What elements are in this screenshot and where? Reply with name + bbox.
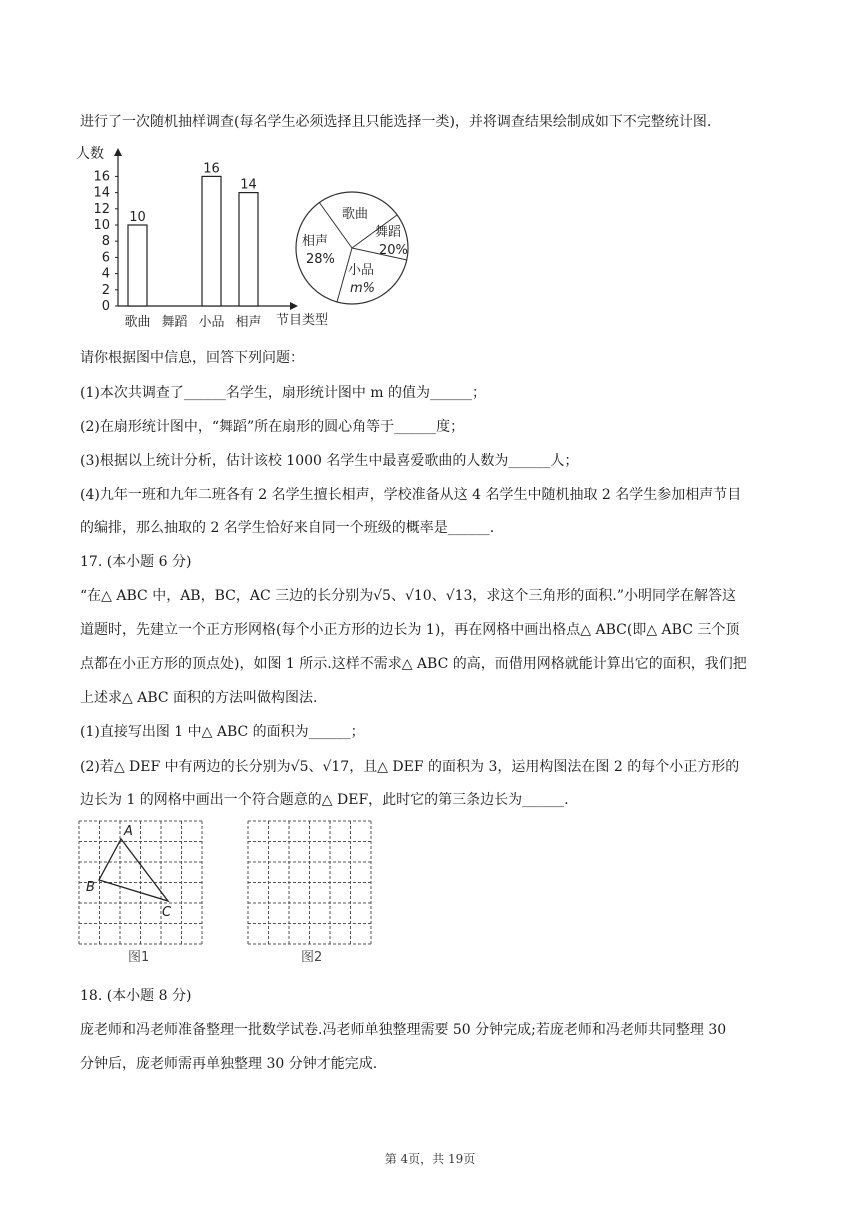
page-footer: 第 4页，共 19页: [384, 1152, 476, 1166]
figure-1-caption: 图1: [128, 950, 150, 965]
bar: [239, 193, 258, 306]
pie-label-song: 歌曲: [342, 207, 369, 222]
bar-data-label: 10: [129, 210, 146, 225]
y-tick-label: 4: [101, 266, 110, 282]
pie-pct-crosstalk: 28%: [306, 252, 335, 267]
y-tick-label: 2: [101, 282, 110, 298]
figure-1-grid: [76, 818, 210, 968]
bar: [128, 225, 147, 306]
y-tick-label: 0: [101, 299, 110, 314]
q17-text-line1: “在△ ABC 中，AB，BC，AC 三边的长分别为√5、√10、√13，求这个三角形的面积.”小明同学在解答这: [80, 588, 737, 604]
bar-data-label: 14: [240, 177, 257, 193]
category-label: 舞蹈: [161, 315, 188, 330]
pie-chart: [290, 190, 420, 310]
y-tick-label: 6: [101, 250, 110, 266]
q17-part2-line2: 边长为 1 的网格中画出一个符合题意的△ DEF，此时它的第三条边长为______.: [80, 792, 569, 808]
q17-header: 17. (本小题 6 分): [80, 554, 192, 570]
y-tick-label: 10: [93, 218, 110, 233]
y-axis-label: 人数: [76, 146, 104, 162]
category-label: 小品: [198, 315, 225, 330]
y-tick-label: 12: [93, 201, 110, 217]
q18-text-line2: 分钟后，庞老师需再单独整理 30 分钟才能完成.: [80, 1056, 378, 1072]
q16-part1: (1)本次共调查了______名学生，扇形统计图中 m 的值为______；: [80, 385, 487, 401]
intro-text: 进行了一次随机抽样调查(每名学生必须选择且只能选择一类)，并将调查结果绘制成如下不完整统计图.: [80, 114, 712, 130]
vertex-c-label: C: [162, 905, 172, 920]
q17-text-line2: 道题时，先建立一个正方形网格(每个小正方形的边长为 1)，再在网格中画出格点△ ABC(即△ ABC 三个顶: [80, 622, 740, 638]
y-tick-label: 16: [93, 169, 110, 185]
q17-part2-line1: (2)若△ DEF 中有两边的长分别为√5、√17，且△ DEF 的面积为 3，运用构图法在图 2 的每个小正方形的: [80, 759, 740, 775]
vertex-b-label: B: [86, 880, 95, 895]
y-axis-arrow: [114, 148, 122, 156]
figure-2-grid: [245, 818, 379, 968]
bar-data-label: 16: [203, 161, 220, 177]
pie-pct-dance: 20%: [379, 243, 408, 258]
q16-part2: (2)在扇形统计图中，“舞蹈”所在扇形的圆心角等于______度；: [80, 419, 465, 435]
q16-part4-line1: (4)九年一班和九年二班各有 2 名学生擅长相声，学校准备从这 4 名学生中随机抽取 2 名学生参加相声节目: [80, 487, 742, 503]
pie-label-dance: 舞蹈: [375, 225, 402, 240]
pie-pct-skit: m%: [350, 281, 376, 296]
triangle-abc: [99, 839, 168, 901]
q18-text-line1: 庞老师和冯老师准备整理一批数学试卷.冯老师单独整理需要 50 分钟完成;若庞老师和冯老师共同整理 30: [80, 1022, 727, 1038]
bar: [202, 176, 221, 306]
y-tick-label: 8: [101, 234, 110, 250]
q17-part1: (1)直接写出图 1 中△ ABC 的面积为______；: [80, 724, 365, 740]
q17-text-line4: 上述求△ ABC 面积的方法叫做构图法.: [80, 690, 318, 706]
category-label: 歌曲: [124, 315, 151, 330]
q17-text-line3: 点都在小正方形的顶点处)，如图 1 所示.这样不需求△ ABC 的高，而借用网格就能计算出它的面积，我们把: [80, 656, 747, 672]
q16-part4-line2: 的编排，那么抽取的 2 名学生恰好来自同一个班级的概率是______.: [80, 520, 495, 536]
figure-2-caption: 图2: [301, 950, 323, 965]
pie-label-crosstalk: 相声: [302, 234, 329, 249]
x-axis-label: 节目类型: [276, 313, 329, 328]
q18-header: 18. (本小题 8 分): [80, 988, 192, 1004]
y-tick-label: 14: [93, 185, 110, 201]
category-label: 相声: [235, 315, 262, 330]
q16-prompt: 请你根据图中信息，回答下列问题：: [80, 350, 304, 366]
pie-label-skit: 小品: [348, 263, 375, 278]
vertex-a-label: A: [124, 824, 133, 839]
q16-part3: (3)根据以上统计分析，估计该校 1000 名学生中最喜爱歌曲的人数为______人；: [80, 453, 579, 469]
